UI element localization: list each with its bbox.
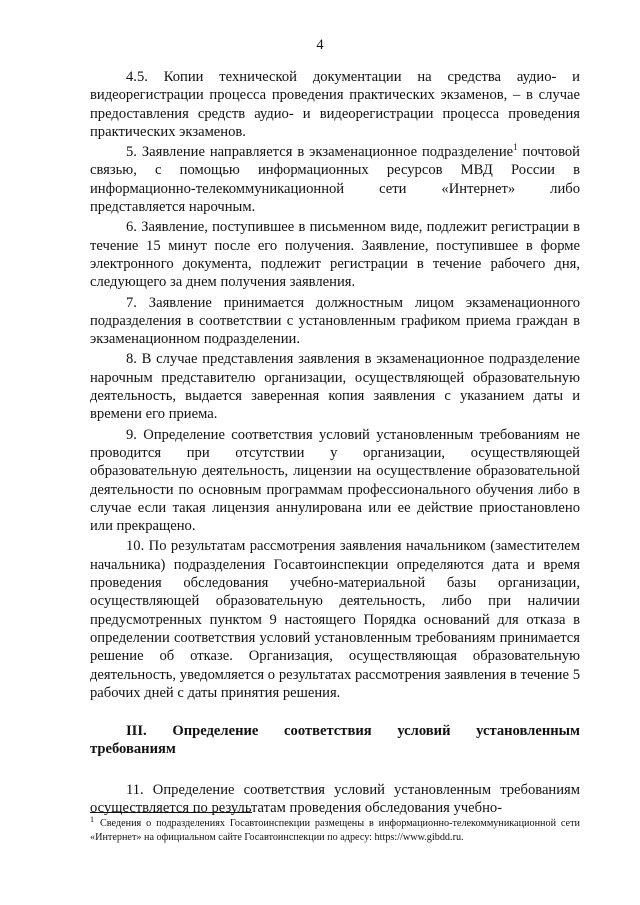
footnote-divider: [90, 812, 252, 813]
footnote: [90, 814, 580, 844]
page-number: 4: [316, 37, 324, 53]
paragraph-7: 7. Заявление принимается должностным лицом экзаменационного подразделения в соответствии с установленным графиком приема граждан в экзаменационном подразделении.: [90, 294, 580, 348]
paragraph-4-5: 4.5. Копии технической документации на средства аудио- и видеорегистрации процесса проведения практических экзаменов, – в случае предоставления средств аудио- и видеорегистрации процесса проведения практических экзаменов.: [90, 69, 580, 140]
paragraph-5-rest: почтовой связью, с помощью информационных ресурсов МВД России в информационно-телекоммуникационной сети «Интернет» либо представляется нарочным.: [90, 144, 580, 216]
document-body: [90, 68, 580, 819]
paragraph-8: 8. В случае представления заявления в экзаменационное подразделение нарочным представителю организации, осуществляющей образовательную деятельность, выдается заверенная копия заявления с указанием даты и времени его приема.: [90, 351, 580, 423]
paragraph-5: [90, 143, 580, 216]
paragraph-5-lead: 5. Заявление направляется в экзаменационное подразделение: [126, 144, 514, 161]
paragraph-9: 9. Определение соответствия условий установленным требованиям не проводится при отсутствии у организации, осуществляющей образовательную деятельность, лицензии на осуществление образовательной деятельности по основным программам профессионального обучения либо в случае если такая лицензия аннулирована или ее действие приостановлено или прекращено.: [90, 426, 580, 535]
paragraph-11: 11. Определение соответствия условий установленным требованиям осуществляется по результатам проведения обследования учебно-: [90, 781, 580, 816]
footnote-text: Сведения о подразделениях Госавтоинспекции размещены в информационно-телекоммуникационной сети «Интернет» на официальном сайте Госавтоинспекции по адресу: https://www.gibdd.ru.: [90, 818, 580, 843]
paragraph-10: 10. По результатам рассмотрения заявления начальником (заместителем начальника) подразделения Госавтоинспекции определяются дата и время проведения обследования учебно-материальной базы организации, осуществляющей образовательную деятельность, либо при наличии предусмотренных пунктом 9 настоящего Порядка оснований для отказа в определении соответствия условий установленным требованиям принимается решение об отказе. Организация, осуществляющая образовательную деятельность, уведомляется о результатах рассмотрения заявления в течение 5 рабочих дней с даты принятия решения.: [90, 538, 580, 701]
paragraph-6: 6. Заявление, поступившее в письменном виде, подлежит регистрации в течение 15 минут после его получения. Заявление, поступившее в форме электронного документа, подлежит регистрации в течение рабочего дня, следующего за днем получения заявления.: [90, 219, 580, 291]
section-heading: III. Определение соответствия условий установленным требованиям: [90, 723, 580, 758]
footnote-mark: 1: [90, 814, 94, 824]
footnote-reference: 1: [513, 142, 518, 153]
